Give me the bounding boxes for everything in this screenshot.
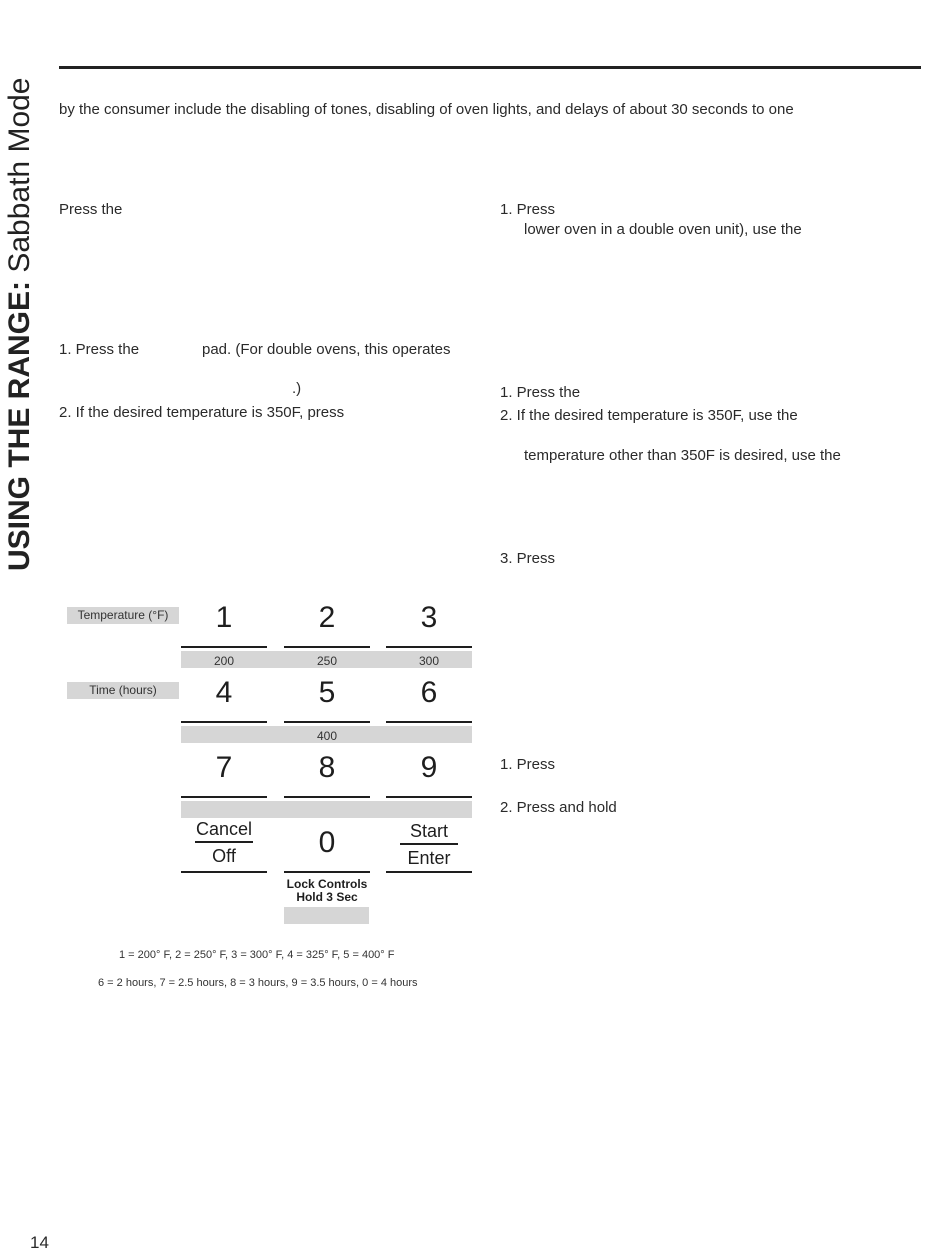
lock-controls-label — [284, 878, 370, 904]
header-rule — [59, 66, 921, 69]
right-b-step3: 3. Press — [500, 550, 556, 567]
intro-text: by the consumer include the disabling of tones, disabling of oven lights, and delays of about 30 seconds to one — [59, 101, 794, 118]
side-section-title — [2, 78, 38, 572]
right-a-step1: 1. Press — [500, 201, 556, 218]
band-400: 400 — [316, 729, 338, 743]
key-4-underline — [181, 721, 267, 723]
key-6-underline — [386, 721, 472, 723]
key-9-underline — [386, 796, 472, 798]
side-title-rest: Sabbath Mode — [3, 77, 36, 281]
time-legend: 6 = 2 hours, 7 = 2.5 hours, 8 = 3 hours, 9 = 3.5 hours, 0 = 4 hours — [98, 977, 418, 989]
lock-controls-line2: Hold 3 Sec — [296, 890, 358, 904]
lock-controls-line1: Lock Controls — [286, 877, 368, 891]
key-1: 1 — [215, 601, 233, 634]
key-3-underline — [386, 646, 472, 648]
start-enter-key — [386, 820, 472, 869]
left-step2: 2. If the desired temperature is 350F, press — [59, 404, 345, 421]
right-c-step2: 2. Press and hold — [500, 799, 617, 816]
page-number: 14 — [30, 1233, 49, 1252]
right-a-step1-line2: lower oven in a double oven unit), use the — [524, 221, 802, 238]
cancel-label: Cancel — [195, 819, 253, 839]
key-2-underline — [284, 646, 370, 648]
temperature-row-label: Temperature (°F) — [67, 607, 179, 624]
key-5: 5 — [318, 676, 336, 709]
band-250: 250 — [316, 654, 338, 668]
key-4: 4 — [215, 676, 233, 709]
cancel-off-key — [181, 818, 267, 867]
left-step1: 1. Press the — [59, 341, 140, 358]
start-enter-divider — [400, 843, 458, 845]
key-5-underline — [284, 721, 370, 723]
time-row-label: Time (hours) — [67, 682, 179, 699]
key-7: 7 — [215, 751, 233, 784]
start-enter-underline — [386, 871, 472, 873]
cancel-off-underline — [181, 871, 267, 873]
enter-label: Enter — [407, 848, 451, 868]
key-0: 0 — [318, 826, 336, 859]
lock-controls-band — [284, 907, 369, 924]
band-300: 300 — [418, 654, 440, 668]
time-band-row3 — [181, 801, 472, 818]
right-b-step1: 1. Press the — [500, 384, 581, 401]
right-c-step1: 1. Press — [500, 756, 556, 773]
right-b-step2-line2: temperature other than 350F is desired, use the — [524, 447, 841, 464]
left-step1-tail: pad. (For double ovens, this operates — [202, 341, 451, 358]
key-0-underline — [284, 871, 370, 873]
cancel-off-divider — [195, 841, 253, 843]
key-3: 3 — [420, 601, 438, 634]
key-8-underline — [284, 796, 370, 798]
key-9: 9 — [420, 751, 438, 784]
right-b-step2: 2. If the desired temperature is 350F, use the — [500, 407, 798, 424]
left-press-the: Press the — [59, 201, 123, 218]
off-label: Off — [212, 846, 236, 866]
band-200: 200 — [213, 654, 235, 668]
key-8: 8 — [318, 751, 336, 784]
start-label: Start — [409, 821, 448, 841]
key-2: 2 — [318, 601, 336, 634]
side-title-bold: USING THE RANGE: — [3, 280, 36, 571]
left-step1-end: .) — [292, 380, 302, 397]
temperature-legend: 1 = 200° F, 2 = 250° F, 3 = 300° F, 4 = 325° F, 5 = 400° F — [119, 949, 395, 961]
key-1-underline — [181, 646, 267, 648]
key-7-underline — [181, 796, 267, 798]
key-6: 6 — [420, 676, 438, 709]
